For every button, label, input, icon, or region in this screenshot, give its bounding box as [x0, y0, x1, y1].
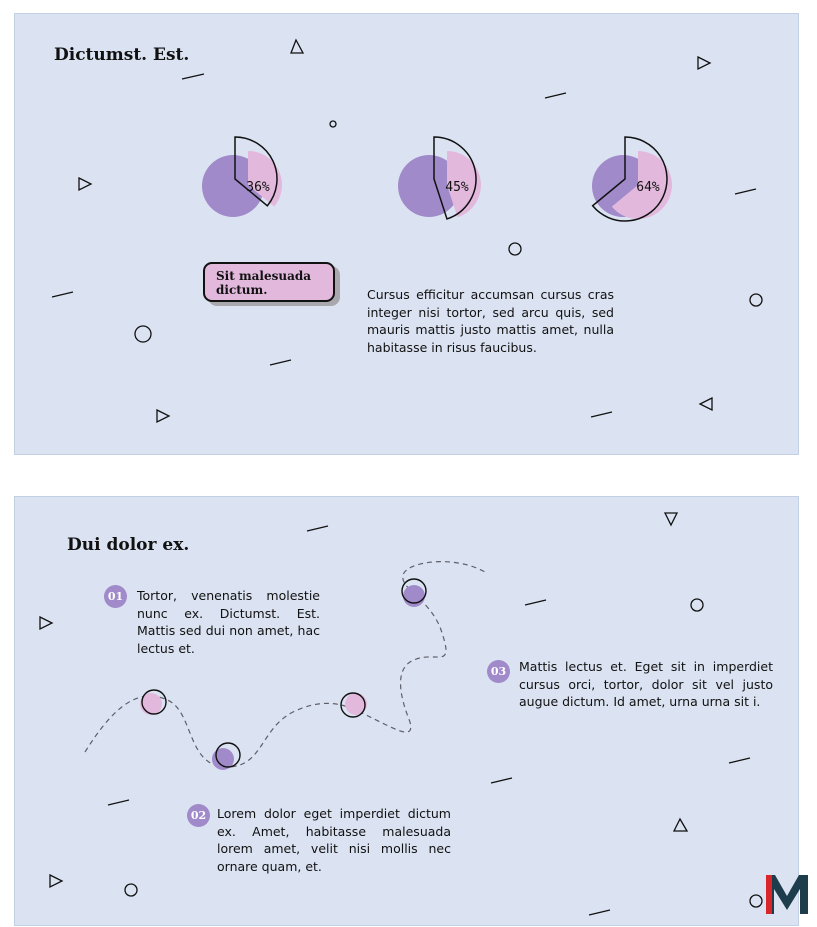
slide-2-title: Dui dolor ex. [67, 535, 190, 555]
callout-box: Sit malesuada dictum. [203, 262, 335, 302]
pie-chart-36 [202, 137, 282, 217]
pie-charts [15, 14, 800, 456]
pie-percent-label: 45% [445, 180, 469, 195]
step-badge-02: 02 [187, 804, 210, 827]
step-badge-03: 03 [487, 660, 510, 683]
slide-2 [14, 496, 799, 926]
brand-logo [763, 872, 811, 916]
step-text-02: Lorem dolor eget imperdiet dictum ex. Amet, habitasse malesuada lorem amet, velit nisi mollis nec ornare quam, et. [217, 806, 451, 874]
roadmap-node-1 [140, 690, 166, 715]
slide-1-body-text: Cursus efficitur accumsan cursus cras integer nisi tortor, sed arcu quis, sed mauris mattis justo mattis amet, nulla habitasse in risus faucibus. [367, 287, 614, 355]
pie-percent-label: 36% [246, 180, 270, 195]
step-text-03: Mattis lectus et. Eget sit in imperdiet cursus orci, tortor, dolor sit vel justo augue dictum. Id amet, urna urna sit i. [519, 659, 773, 709]
pie-percent-label: 64% [636, 180, 660, 195]
pie-chart-45 [398, 137, 481, 219]
pie-chart-64 [592, 137, 672, 221]
slide-1 [14, 13, 799, 455]
step-badge-01: 01 [104, 585, 127, 608]
roadmap-node-4 [402, 579, 426, 607]
step-text-01: Tortor, venenatis molestie nunc ex. Dictumst. Est. Mattis sed dui non amet, hac lectus et. [137, 588, 320, 656]
slide-1-title: Dictumst. Est. [54, 45, 190, 65]
